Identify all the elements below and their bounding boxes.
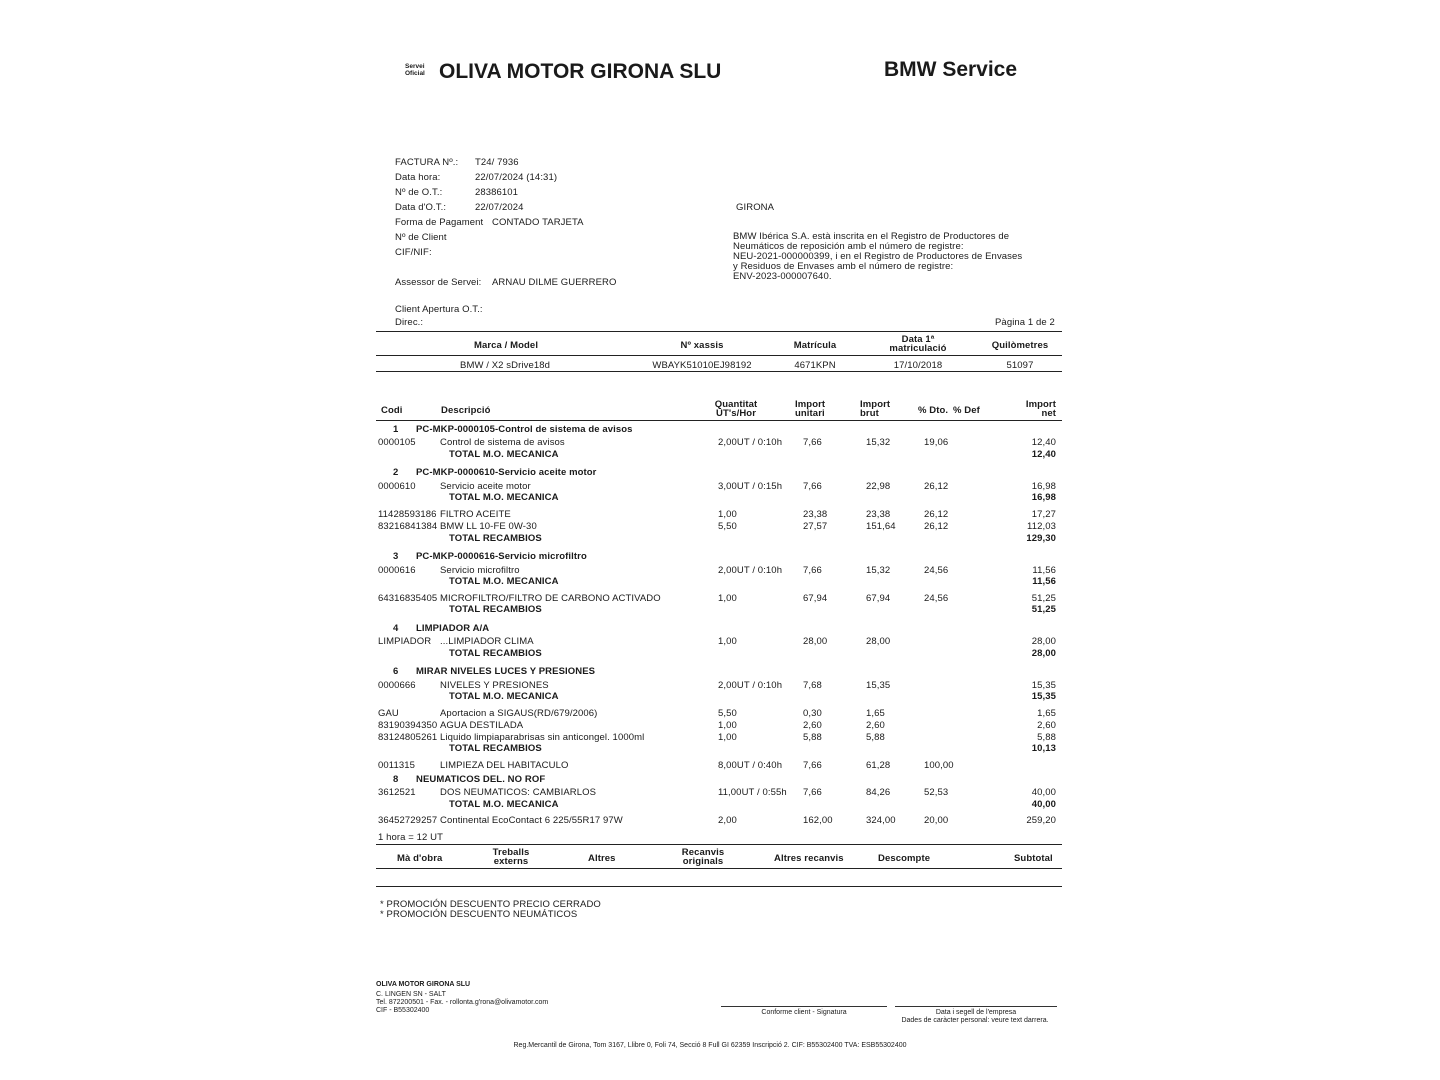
line-unit-price: 0,30 bbox=[803, 708, 822, 719]
line-code: LIMPIADOR bbox=[378, 636, 432, 647]
col-net-1: Import bbox=[1025, 399, 1056, 410]
line-description: NIVELES Y PRESIONES bbox=[440, 680, 549, 691]
subtotal-label: TOTAL RECAMBIOS bbox=[449, 533, 542, 544]
vehicle-header-chassis: Nº xassis bbox=[680, 340, 724, 351]
line-quantity: 1,00 bbox=[718, 732, 737, 743]
line-code: 11428593186 bbox=[378, 509, 437, 520]
line-code: 64316835405 bbox=[378, 593, 438, 604]
summary-original bbox=[672, 848, 734, 866]
section-title: LIMPIADOR A/A bbox=[416, 623, 490, 634]
line-discount: 26,12 bbox=[924, 481, 949, 492]
line-gross: 151,64 bbox=[866, 521, 896, 532]
vehicle-header-plate: Matrícula bbox=[793, 340, 837, 351]
subtotal-amount: 40,00 bbox=[1031, 799, 1056, 810]
line-description: LIMPIEZA DEL HABITACULO bbox=[440, 760, 569, 771]
client-signature-line bbox=[721, 1006, 887, 1007]
vehicle-date: 17/10/2018 bbox=[893, 360, 943, 371]
line-quantity: 11,00UT / 0:55h bbox=[718, 787, 787, 798]
line-net: 5,88 bbox=[1037, 732, 1056, 743]
line-unit-price: 5,88 bbox=[803, 732, 822, 743]
line-unit-price: 7,68 bbox=[803, 680, 822, 691]
line-unit-price: 23,38 bbox=[803, 509, 828, 520]
official-badge bbox=[405, 63, 425, 77]
line-description: FILTRO ACEITE bbox=[440, 509, 511, 520]
invoice-info-label: Forma de Pagament bbox=[395, 217, 484, 228]
promotion-2: * PROMOCIÓN DESCUENTO NEUMÁTICOS bbox=[380, 909, 578, 920]
line-gross: 2,60 bbox=[866, 720, 885, 731]
registry-line: Reg.Mercantil de Girona, Tom 3167, Llibre 0, Foli 74, Secció 8 Full GI 62359 Inscripció 2. CIF: B55302400 TVA: ESB55302400 bbox=[513, 1042, 907, 1049]
subtotal-amount: 15,35 bbox=[1031, 691, 1056, 702]
footer-cif: CIF - B55302400 bbox=[376, 1007, 430, 1014]
line-net: 2,60 bbox=[1037, 720, 1056, 731]
vehicle-plate: 4671KPN bbox=[794, 360, 836, 371]
line-unit-price: 7,66 bbox=[803, 437, 822, 448]
col-unit-2: unitari bbox=[795, 408, 825, 419]
line-gross: 15,35 bbox=[866, 680, 891, 691]
advisor-value: ARNAU DILME GUERRERO bbox=[492, 277, 617, 288]
vehicle-km: 51097 bbox=[1006, 360, 1034, 371]
line-unit-price: 7,66 bbox=[803, 787, 822, 798]
page-number: Pàgina 1 de 2 bbox=[995, 317, 1055, 328]
line-discount: 26,12 bbox=[924, 521, 949, 532]
bmw-notice-line: BMW Ibérica S.A. està inscrita en el Registro de Productores de bbox=[733, 231, 1010, 242]
summary-others: Altres bbox=[588, 853, 616, 864]
col-net-2: net bbox=[1041, 408, 1056, 419]
subtotal-amount: 129,30 bbox=[1026, 533, 1056, 544]
line-discount: 19,06 bbox=[924, 437, 949, 448]
line-gross: 1,65 bbox=[866, 708, 885, 719]
subtotal-amount: 16,98 bbox=[1031, 492, 1056, 503]
invoice-info-value: 22/07/2024 bbox=[475, 202, 524, 213]
line-description: DOS NEUMATICOS: CAMBIARLOS bbox=[440, 787, 597, 798]
line-quantity: 2,00UT / 0:10h bbox=[718, 437, 783, 448]
line-net: 15,35 bbox=[1031, 680, 1056, 691]
bmw-notice-line: y Residuos de Envases amb el número de registre: bbox=[733, 261, 954, 272]
line-discount: 24,56 bbox=[924, 565, 949, 576]
subtotal-label: TOTAL RECAMBIOS bbox=[449, 743, 542, 754]
line-net: 12,40 bbox=[1031, 437, 1056, 448]
summary-external-1: Treballs bbox=[492, 847, 530, 858]
line-unit-price: 67,94 bbox=[803, 593, 828, 604]
summary-external bbox=[482, 848, 540, 866]
line-discount: 26,12 bbox=[924, 509, 949, 520]
line-net: 112,03 bbox=[1027, 521, 1056, 532]
line-gross: 324,00 bbox=[866, 815, 896, 826]
line-gross: 22,98 bbox=[866, 481, 891, 492]
line-description: AGUA DESTILADA bbox=[440, 720, 524, 731]
line-net: 1,65 bbox=[1037, 708, 1056, 719]
line-gross: 15,32 bbox=[866, 437, 891, 448]
line-quantity: 2,00UT / 0:10h bbox=[718, 565, 783, 576]
line-net: 40,00 bbox=[1031, 787, 1056, 798]
line-quantity: 5,50 bbox=[718, 708, 737, 719]
subtotal-amount: 12,40 bbox=[1031, 449, 1056, 460]
line-gross: 5,88 bbox=[866, 732, 885, 743]
line-net: 259,20 bbox=[1026, 815, 1056, 826]
section-title: PC-MKP-0000616-Servicio microfiltro bbox=[416, 551, 587, 562]
badge-line-1: Servei bbox=[405, 63, 425, 70]
subtotal-amount: 10,13 bbox=[1031, 743, 1056, 754]
line-net: 16,98 bbox=[1031, 481, 1056, 492]
summary-other-parts: Altres recanvis bbox=[774, 853, 844, 864]
line-net: 17,27 bbox=[1031, 509, 1056, 520]
line-unit-price: 7,66 bbox=[803, 481, 822, 492]
vehicle-model: BMW / X2 sDrive18d bbox=[460, 360, 550, 371]
subtotal-label: TOTAL M.O. MECANICA bbox=[449, 576, 559, 587]
col-unit-1: Import bbox=[795, 399, 826, 410]
invoice-info-label: CIF/NIF: bbox=[395, 247, 432, 258]
col-def: % Def bbox=[953, 405, 980, 416]
line-gross: 84,26 bbox=[866, 787, 891, 798]
col-net bbox=[1000, 400, 1056, 418]
line-unit-price: 7,66 bbox=[803, 565, 822, 576]
invoice-info-label: Nº de Client bbox=[395, 232, 447, 243]
vehicle-header-km: Quilòmetres bbox=[991, 340, 1049, 351]
line-discount: 24,56 bbox=[924, 593, 949, 604]
section-number: 2 bbox=[393, 467, 399, 478]
vehicle-header-date bbox=[880, 335, 956, 353]
line-description: Servicio microfiltro bbox=[440, 565, 520, 576]
vehicle-header-date-2: matriculació bbox=[889, 343, 947, 354]
col-qty-2: UT's/Hor bbox=[715, 408, 756, 419]
line-description: ...LIMPIADOR CLIMA bbox=[440, 636, 534, 647]
personal-data-note: Dades de caràcter personal: veure text darrera. bbox=[901, 1017, 1049, 1024]
col-code: Codi bbox=[381, 405, 403, 416]
line-net: 11,56 bbox=[1032, 565, 1056, 576]
section-number: 6 bbox=[393, 666, 399, 677]
company-name: OLIVA MOTOR GIRONA SLU bbox=[439, 60, 722, 83]
summary-subtotal: Subtotal bbox=[1014, 853, 1053, 864]
section-title: PC-MKP-0000105-Control de sistema de avisos bbox=[416, 424, 633, 435]
line-code: GAU bbox=[378, 708, 399, 719]
line-unit-price: 28,00 bbox=[803, 636, 828, 647]
summary-original-1: Recanvis bbox=[681, 847, 725, 858]
bmw-notice-line: NEU-2021-000000399, i en el Registro de Productores de Envases bbox=[733, 251, 1023, 262]
summary-external-2: externs bbox=[493, 856, 529, 867]
invoice-info-label: FACTURA Nº.: bbox=[395, 157, 459, 168]
section-number: 1 bbox=[393, 424, 399, 435]
line-unit-price: 7,66 bbox=[803, 760, 822, 771]
line-net: 28,00 bbox=[1031, 636, 1056, 647]
line-quantity: 2,00UT / 0:10h bbox=[718, 680, 783, 691]
line-code: 0000105 bbox=[378, 437, 416, 448]
badge-line-2: Oficial bbox=[405, 70, 425, 77]
promotion-1: * PROMOCIÓN DESCUENTO PRECIO CERRADO bbox=[380, 899, 601, 910]
subtotal-amount: 11,56 bbox=[1032, 576, 1056, 587]
subtotal-label: TOTAL M.O. MECANICA bbox=[449, 449, 559, 460]
line-gross: 61,28 bbox=[866, 760, 891, 771]
line-description: Liquido limpiaparabrisas sin anticongel. 1000ml bbox=[440, 732, 645, 743]
invoice-info-label: Data d'O.T.: bbox=[395, 202, 447, 213]
city: GIRONA bbox=[736, 202, 775, 213]
invoice-info-label: Data hora: bbox=[395, 172, 441, 183]
line-discount: 52,53 bbox=[924, 787, 949, 798]
line-code: 83124805261 bbox=[378, 732, 438, 743]
footer-contact: Tel. 872200501 - Fax. - rollonta.g'rona@olivamotor.com bbox=[376, 999, 549, 1006]
line-net: 51,25 bbox=[1031, 593, 1056, 604]
line-description: Servicio aceite motor bbox=[440, 481, 531, 492]
bmw-notice-line: Neumáticos de reposición amb el número de registre: bbox=[733, 241, 964, 252]
summary-original-2: originals bbox=[682, 856, 724, 867]
line-code: 0000666 bbox=[378, 680, 416, 691]
line-gross: 67,94 bbox=[866, 593, 891, 604]
company-stamp-line bbox=[895, 1006, 1057, 1007]
company-stamp-label: Data i segell de l'empresa bbox=[935, 1009, 1017, 1016]
line-quantity: 1,00 bbox=[718, 509, 737, 520]
line-quantity: 8,00UT / 0:40h bbox=[718, 760, 783, 771]
col-dto: % Dto. bbox=[918, 405, 949, 416]
client-signature-label: Conforme client - Signatura bbox=[761, 1009, 847, 1016]
col-qty-1: Quantitat bbox=[714, 399, 758, 410]
invoice-info-value: 28386101 bbox=[475, 187, 519, 198]
line-gross: 23,38 bbox=[866, 509, 891, 520]
advisor-label: Assessor de Servei: bbox=[395, 277, 482, 288]
col-desc: Descripció bbox=[441, 405, 491, 416]
hour-note: 1 hora = 12 UT bbox=[378, 832, 444, 843]
line-code: 3612521 bbox=[378, 787, 416, 798]
line-gross: 15,32 bbox=[866, 565, 891, 576]
line-code: 0000610 bbox=[378, 481, 416, 492]
subtotal-amount: 51,25 bbox=[1031, 604, 1056, 615]
line-quantity: 3,00UT / 0:15h bbox=[718, 481, 783, 492]
line-code: 0000616 bbox=[378, 565, 416, 576]
line-code: 83190394350 bbox=[378, 720, 438, 731]
line-unit-price: 162,00 bbox=[803, 815, 833, 826]
col-gross-2: brut bbox=[860, 408, 879, 419]
section-number: 4 bbox=[393, 623, 399, 634]
bmw-notice bbox=[733, 232, 1022, 282]
line-description: BMW LL 10-FE 0W-30 bbox=[440, 521, 537, 532]
line-quantity: 2,00 bbox=[718, 815, 737, 826]
col-qty bbox=[706, 400, 766, 418]
footer-address: C. LINGEN SN - SALT bbox=[376, 991, 446, 998]
line-quantity: 5,50 bbox=[718, 521, 737, 532]
subtotal-label: TOTAL RECAMBIOS bbox=[449, 604, 542, 615]
line-description: MICROFILTRO/FILTRO DE CARBONO ACTIVADO bbox=[440, 593, 661, 604]
subtotal-label: TOTAL M.O. MECANICA bbox=[449, 492, 559, 503]
section-title: MIRAR NIVELES LUCES Y PRESIONES bbox=[416, 666, 596, 677]
summary-discount: Descompte bbox=[878, 853, 931, 864]
line-quantity: 1,00 bbox=[718, 593, 737, 604]
line-unit-price: 27,57 bbox=[803, 521, 828, 532]
line-discount: 100,00 bbox=[924, 760, 954, 771]
line-gross: 28,00 bbox=[866, 636, 891, 647]
line-unit-price: 2,60 bbox=[803, 720, 822, 731]
invoice-info-value: T24/ 7936 bbox=[475, 157, 519, 168]
line-code: 0011315 bbox=[378, 760, 415, 771]
line-description: Aportacion a SIGAUS(RD/679/2006) bbox=[440, 708, 598, 719]
section-title: PC-MKP-0000610-Servicio aceite motor bbox=[416, 467, 597, 478]
line-description: Continental EcoContact 6 225/55R17 97W bbox=[440, 815, 623, 826]
vehicle-header-date-1: Data 1ª bbox=[901, 334, 935, 345]
direc-label: Direc.: bbox=[395, 317, 424, 328]
line-discount: 20,00 bbox=[924, 815, 949, 826]
subtotal-label: TOTAL M.O. MECANICA bbox=[449, 691, 559, 702]
line-description: Control de sistema de avisos bbox=[440, 437, 565, 448]
line-code: 83216841384 bbox=[378, 521, 438, 532]
section-number: 8 bbox=[393, 774, 399, 785]
invoice-info-value: CONTADO TARJETA bbox=[492, 217, 584, 228]
invoice-info-label: Nº de O.T.: bbox=[395, 187, 443, 198]
col-unit bbox=[795, 400, 825, 418]
line-quantity: 1,00 bbox=[718, 720, 737, 731]
line-code: 36452729257 bbox=[378, 815, 438, 826]
col-gross bbox=[860, 400, 890, 418]
vehicle-header-model: Marca / Model bbox=[473, 340, 539, 351]
col-gross-1: Import bbox=[860, 399, 891, 410]
section-number: 3 bbox=[393, 551, 399, 562]
invoice-info-value: 22/07/2024 (14:31) bbox=[475, 172, 558, 183]
summary-labour: Mà d'obra bbox=[397, 853, 443, 864]
vehicle-chassis: WBAYK51010EJ98192 bbox=[652, 360, 752, 371]
line-quantity: 1,00 bbox=[718, 636, 737, 647]
client-label: Client Apertura O.T.: bbox=[395, 304, 483, 315]
footer-company: OLIVA MOTOR GIRONA SLU bbox=[376, 981, 471, 988]
section-title: NEUMATICOS DEL. NO ROF bbox=[416, 774, 546, 785]
subtotal-label: TOTAL M.O. MECANICA bbox=[449, 799, 559, 810]
subtotal-label: TOTAL RECAMBIOS bbox=[449, 648, 542, 659]
brand-name: BMW Service bbox=[884, 58, 1018, 81]
bmw-notice-line: ENV-2023-000007640. bbox=[733, 271, 832, 282]
subtotal-amount: 28,00 bbox=[1031, 648, 1056, 659]
